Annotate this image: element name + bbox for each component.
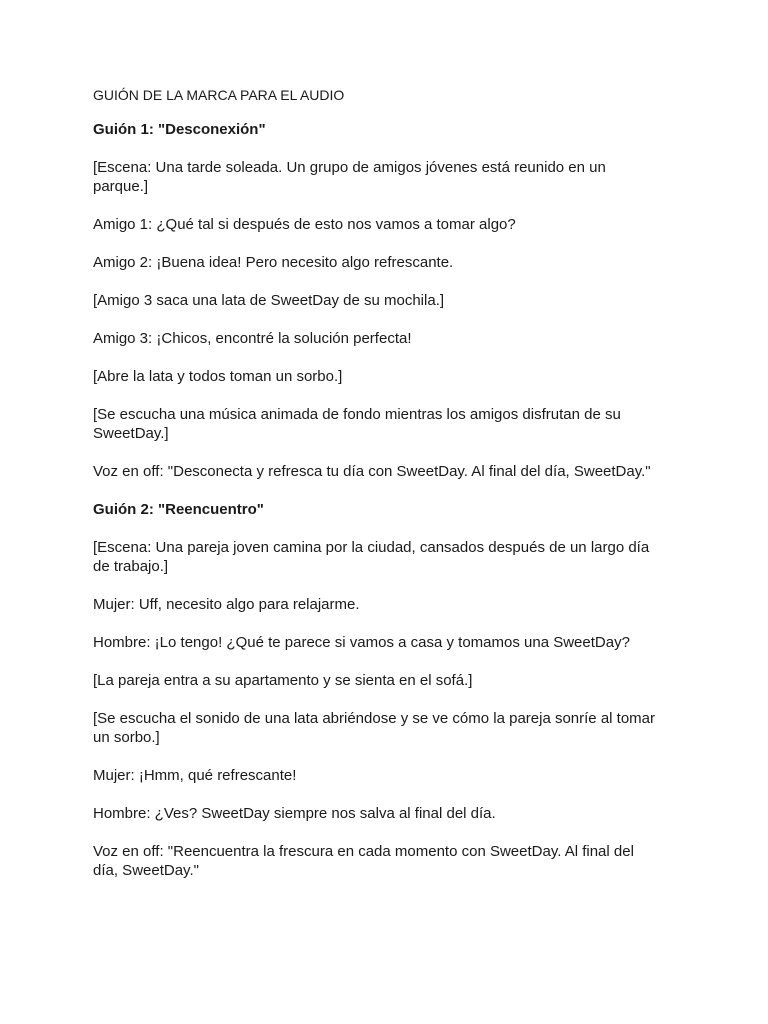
script-2-line: Hombre: ¿Ves? SweetDay siempre nos salva al final del día.	[93, 805, 496, 822]
script-1-line: Amigo 2: ¡Buena idea! Pero necesito algo refrescante.	[93, 254, 454, 271]
document-page	[93, 86, 693, 899]
script-1-line: [Abre la lata y todos toman un sorbo.]	[93, 368, 343, 385]
script-2-line: Mujer: Uff, necesito algo para relajarme.	[93, 596, 360, 613]
script-2-scene: [Escena: Una pareja joven camina por la ciudad, cansados después de un largo día de trabajo.]	[93, 539, 650, 575]
document-title: GUIÓN DE LA MARCA PARA EL AUDIO	[93, 87, 345, 103]
script-1-voiceover: Voz en off: "Desconecta y refresca tu día con SweetDay. Al final del día, SweetDay."	[93, 463, 651, 480]
script-1-line: Amigo 3: ¡Chicos, encontré la solución perfecta!	[93, 330, 412, 347]
script-1-scene: [Escena: Una tarde soleada. Un grupo de amigos jóvenes está reunido en un parque.]	[93, 159, 606, 195]
script-1-heading: Guión 1: "Desconexión"	[93, 121, 266, 138]
script-2-line: [La pareja entra a su apartamento y se sienta en el sofá.]	[93, 672, 473, 689]
script-2-heading: Guión 2: "Reencuentro"	[93, 501, 264, 518]
script-1-line: [Se escucha una música animada de fondo mientras los amigos disfrutan de su SweetDay.]	[93, 406, 621, 442]
script-1-line: Amigo 1: ¿Qué tal si después de esto nos vamos a tomar algo?	[93, 216, 516, 233]
script-1-line: [Amigo 3 saca una lata de SweetDay de su mochila.]	[93, 292, 445, 309]
script-2-line: Hombre: ¡Lo tengo! ¿Qué te parece si vamos a casa y tomamos una SweetDay?	[93, 634, 630, 651]
script-2-voiceover: Voz en off: "Reencuentra la frescura en cada momento con SweetDay. Al final del día, SweetDay."	[93, 843, 634, 879]
script-2-line: [Se escucha el sonido de una lata abriéndose y se ve cómo la pareja sonríe al tomar un sorbo.]	[93, 710, 656, 746]
script-2-line: Mujer: ¡Hmm, qué refrescante!	[93, 767, 297, 784]
